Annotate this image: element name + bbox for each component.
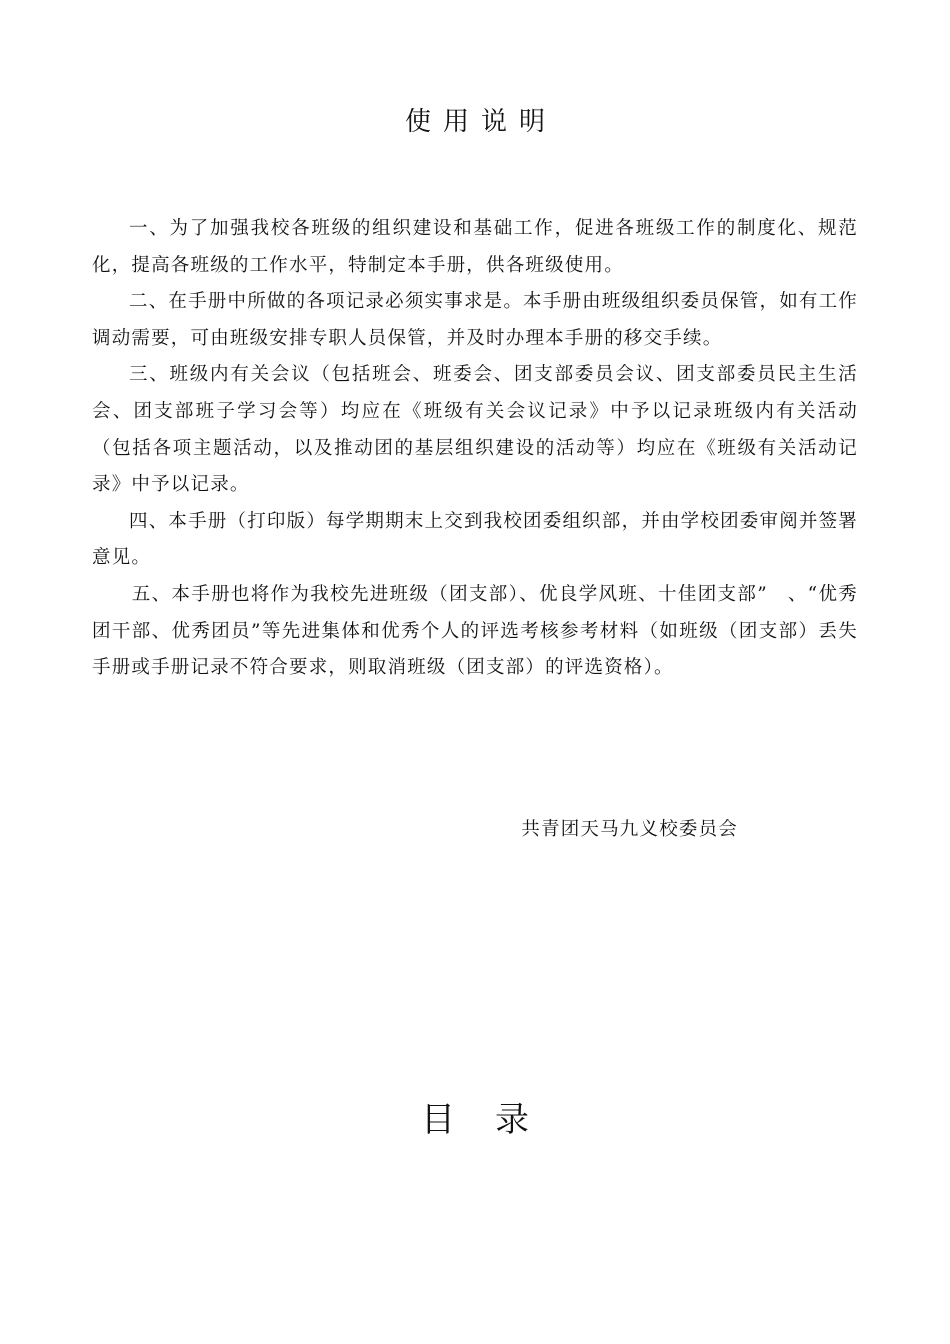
paragraph-4: 四、本手册（打印版）每学期期末上交到我校团委组织部，并由学校团委审阅并签署意见。 (92, 510, 858, 569)
page-title: 使用说明 (404, 107, 557, 137)
instructions-body (92, 211, 858, 687)
toc-title: 目录 (421, 1100, 569, 1140)
paragraph-3: 三、班级内有关会议（包括班会、班委会、团支部委员会议、团支部委员民主生活会、团支部班子学习会等）均应在《班级有关会议记录》中予以记录班级内有关活动（包括各项主题活动，以及推动团的基层组织建设的活动等）均应在《班级有关活动记录》中予以记录。 (92, 364, 858, 496)
paragraph-5: 五、本手册也将作为我校先进班级（团支部）、优良学风班、十佳团支部” 、“优秀团干部、优秀团员”等先进集体和优秀个人的评选考核参考材料（如班级（团支部）丢失手册或手册记录不符合要求，则取消班级（团支部）的评选资格）。 (92, 583, 858, 679)
paragraph-1: 一、为了加强我校各班级的组织建设和基础工作，促进各班级工作的制度化、规范化，提高各班级的工作水平，特制定本手册，供各班级使用。 (92, 218, 858, 276)
signature: 共青团天马九义校委员会 (521, 819, 738, 840)
paragraph-2: 二、在手册中所做的各项记录必须实事求是。本手册由班级组织委员保管，如有工作调动需要，可由班级安排专职人员保管，并及时办理本手册的移交手续。 (92, 291, 858, 349)
